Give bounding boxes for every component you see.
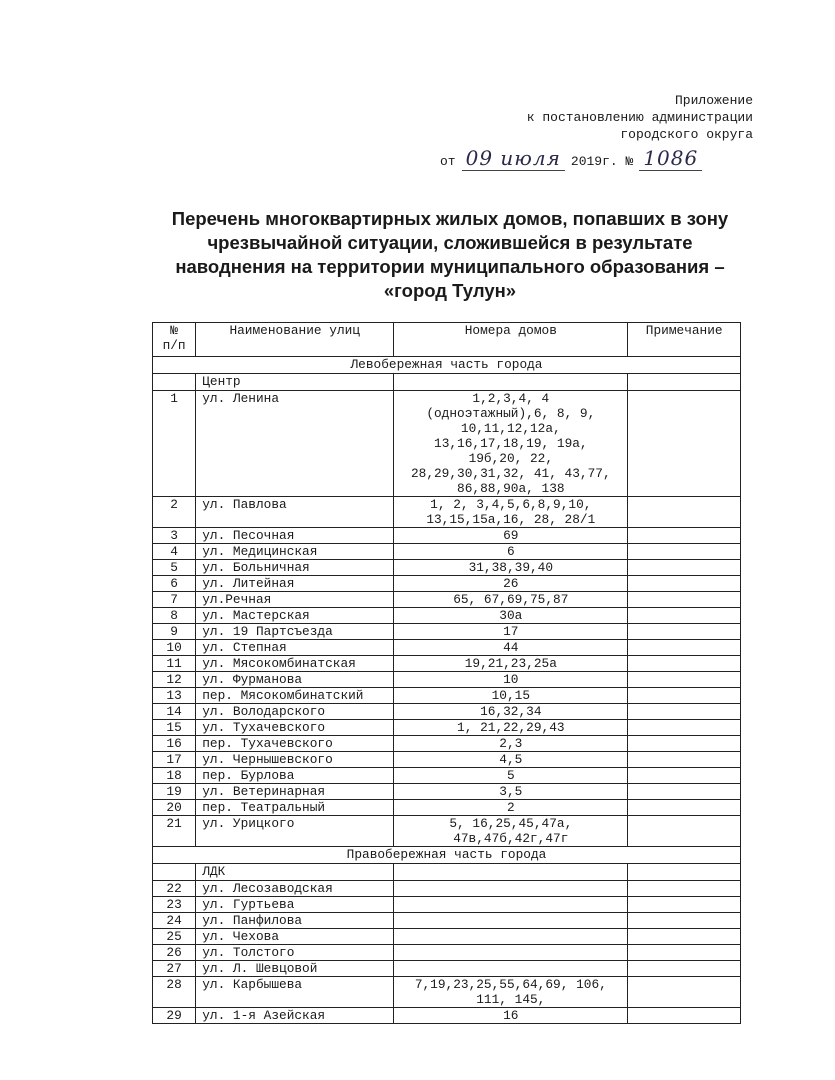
row-houses bbox=[394, 544, 628, 560]
district-num-cell bbox=[153, 864, 196, 881]
district-note-cell bbox=[628, 864, 741, 881]
table-row bbox=[153, 768, 741, 784]
row-number: 26 bbox=[153, 945, 196, 961]
table-row bbox=[153, 704, 741, 720]
row-houses-line: 111, 145, bbox=[476, 992, 546, 1007]
row-houses bbox=[394, 800, 628, 816]
row-houses-line: 16,32,34 bbox=[480, 704, 542, 719]
header-num bbox=[153, 323, 196, 357]
header-houses: Номера домов bbox=[394, 323, 628, 357]
row-houses bbox=[394, 881, 628, 897]
table-row bbox=[153, 784, 741, 800]
row-houses bbox=[394, 592, 628, 608]
district-ldk-row bbox=[153, 864, 741, 881]
row-note bbox=[628, 961, 741, 977]
table-row bbox=[153, 816, 741, 847]
row-houses-line: 19,21,23,25а bbox=[464, 656, 557, 671]
row-houses bbox=[394, 977, 628, 1008]
appendix-title: Приложение bbox=[674, 93, 753, 108]
row-street: ул. Толстого bbox=[196, 945, 394, 961]
row-number: 18 bbox=[153, 768, 196, 784]
row-number: 20 bbox=[153, 800, 196, 816]
row-street: пер. Театральный bbox=[196, 800, 394, 816]
order-date-handwritten: 09 июля bbox=[462, 146, 565, 171]
row-street: ул. Степная bbox=[196, 640, 394, 656]
row-houses-line: 16 bbox=[503, 1008, 519, 1023]
row-street: ул. Больничная bbox=[196, 560, 394, 576]
section-right-bank bbox=[153, 847, 741, 864]
table-row bbox=[153, 560, 741, 576]
row-number: 19 bbox=[153, 784, 196, 800]
row-note bbox=[628, 497, 741, 528]
row-note bbox=[628, 768, 741, 784]
table-row bbox=[153, 391, 741, 497]
row-houses-line: (одноэтажный),6, 8, 9, bbox=[426, 406, 596, 421]
row-note bbox=[628, 576, 741, 592]
row-houses bbox=[394, 720, 628, 736]
row-number: 23 bbox=[153, 897, 196, 913]
district-houses-cell bbox=[394, 374, 628, 391]
row-street: ул. Мастерская bbox=[196, 608, 394, 624]
row-houses-line: 10,15 bbox=[491, 688, 531, 703]
table-row bbox=[153, 528, 741, 544]
title-line-1: Перечень многоквартирных жилых домов, попавших в зону bbox=[171, 208, 729, 229]
row-houses-line: 30а bbox=[499, 608, 523, 623]
row-houses bbox=[394, 391, 628, 497]
row-note bbox=[628, 929, 741, 945]
row-houses-line: 2,3 bbox=[499, 736, 523, 751]
table-row bbox=[153, 544, 741, 560]
order-number-handwritten: 1086 bbox=[639, 146, 702, 171]
table-row bbox=[153, 945, 741, 961]
table-row bbox=[153, 736, 741, 752]
district-name-cell: Центр bbox=[196, 374, 394, 391]
row-note bbox=[628, 608, 741, 624]
district-num-cell bbox=[153, 374, 196, 391]
row-number: 5 bbox=[153, 560, 196, 576]
row-houses bbox=[394, 497, 628, 528]
row-houses bbox=[394, 768, 628, 784]
row-number: 16 bbox=[153, 736, 196, 752]
section-left-bank bbox=[153, 357, 741, 374]
table-row bbox=[153, 881, 741, 897]
table-row bbox=[153, 592, 741, 608]
row-number: 13 bbox=[153, 688, 196, 704]
row-street: ул. Гуртьева bbox=[196, 897, 394, 913]
row-street: ул. Панфилова bbox=[196, 913, 394, 929]
row-number: 8 bbox=[153, 608, 196, 624]
row-houses bbox=[394, 897, 628, 913]
row-note bbox=[628, 560, 741, 576]
row-note bbox=[628, 592, 741, 608]
row-houses bbox=[394, 945, 628, 961]
row-note bbox=[628, 736, 741, 752]
row-number: 27 bbox=[153, 961, 196, 977]
header-num-bottom: п/п bbox=[162, 338, 186, 353]
row-number: 22 bbox=[153, 881, 196, 897]
appendix-ref: к постановлению администрации bbox=[526, 110, 753, 125]
row-houses bbox=[394, 929, 628, 945]
row-houses bbox=[394, 608, 628, 624]
table-row bbox=[153, 1008, 741, 1024]
row-note bbox=[628, 913, 741, 929]
row-street: ул. Ветеринарная bbox=[196, 784, 394, 800]
table-row bbox=[153, 608, 741, 624]
row-houses-line: 19б,20, 22, bbox=[468, 451, 554, 466]
row-houses bbox=[394, 656, 628, 672]
table-row bbox=[153, 672, 741, 688]
row-houses-line: 1,2,3,4, 4 bbox=[472, 391, 550, 406]
row-street: ул. Мясокомбинатская bbox=[196, 656, 394, 672]
title-line-2: чрезвычайной ситуации, сложившейся в результате bbox=[207, 232, 693, 253]
row-houses-line: 13,15,15а,16, 28, 28/1 bbox=[426, 512, 596, 527]
row-street: ул. Карбышева bbox=[196, 977, 394, 1008]
row-number: 6 bbox=[153, 576, 196, 592]
row-houses-line: 17 bbox=[503, 624, 519, 639]
table-row bbox=[153, 656, 741, 672]
row-number: 1 bbox=[153, 391, 196, 497]
table-row bbox=[153, 688, 741, 704]
row-houses-line: 31,38,39,40 bbox=[468, 560, 554, 575]
row-number: 9 bbox=[153, 624, 196, 640]
row-number: 7 bbox=[153, 592, 196, 608]
appendix-authority: городского округа bbox=[620, 127, 753, 142]
row-houses-line: 69 bbox=[503, 528, 519, 543]
table-row bbox=[153, 624, 741, 640]
row-number: 24 bbox=[153, 913, 196, 929]
appendix-header bbox=[527, 92, 753, 143]
section-right-bank-cell: Правобережная часть города bbox=[153, 847, 741, 864]
row-number: 21 bbox=[153, 816, 196, 847]
district-name-cell: ЛДК bbox=[196, 864, 394, 881]
row-note bbox=[628, 544, 741, 560]
row-street: пер. Мясокомбинатский bbox=[196, 688, 394, 704]
row-houses bbox=[394, 816, 628, 847]
row-street: пер. Бурлова bbox=[196, 768, 394, 784]
row-houses-line: 1, 2, 3,4,5,6,8,9,10, bbox=[430, 497, 592, 512]
row-number: 14 bbox=[153, 704, 196, 720]
row-note bbox=[628, 672, 741, 688]
document-title bbox=[150, 207, 750, 303]
row-houses bbox=[394, 1008, 628, 1024]
table-header-row bbox=[153, 323, 741, 357]
row-houses-line: 26 bbox=[503, 576, 519, 591]
row-houses bbox=[394, 736, 628, 752]
row-houses bbox=[394, 560, 628, 576]
row-houses bbox=[394, 961, 628, 977]
header-note: Примечание bbox=[628, 323, 741, 357]
row-houses-line: 10,11,12,12а, bbox=[460, 421, 561, 436]
row-street: ул. Володарского bbox=[196, 704, 394, 720]
table-row bbox=[153, 497, 741, 528]
row-houses-line: 13,16,17,18,19, 19а, bbox=[434, 436, 588, 451]
row-houses-line: 44 bbox=[503, 640, 519, 655]
row-number: 25 bbox=[153, 929, 196, 945]
header-street: Наименование улиц bbox=[196, 323, 394, 357]
table-row bbox=[153, 897, 741, 913]
row-note bbox=[628, 977, 741, 1008]
row-note bbox=[628, 528, 741, 544]
table-row bbox=[153, 961, 741, 977]
header-num-top: № bbox=[170, 323, 178, 338]
row-houses-line: 1, 21,22,29,43 bbox=[457, 720, 565, 735]
title-line-3: наводнения на территории муниципального образования – bbox=[175, 256, 725, 277]
row-street: ул. Песочная bbox=[196, 528, 394, 544]
row-houses-line: 5 bbox=[506, 768, 515, 783]
row-street: ул. Медицинская bbox=[196, 544, 394, 560]
section-left-bank-cell: Левобережная часть города bbox=[153, 357, 741, 374]
row-houses bbox=[394, 913, 628, 929]
order-reference bbox=[440, 146, 702, 171]
table-row bbox=[153, 977, 741, 1008]
district-houses-cell bbox=[394, 864, 628, 881]
table-row bbox=[153, 929, 741, 945]
row-number: 3 bbox=[153, 528, 196, 544]
row-street: ул. Лесозаводская bbox=[196, 881, 394, 897]
row-houses-line: 7,19,23,25,55,64,69, 106, bbox=[414, 977, 607, 992]
row-number: 29 bbox=[153, 1008, 196, 1024]
row-note bbox=[628, 1008, 741, 1024]
row-houses-line: 6 bbox=[506, 544, 515, 559]
houses-table bbox=[152, 322, 741, 1024]
district-note-cell bbox=[628, 374, 741, 391]
row-houses-line: 65, 67,69,75,87 bbox=[453, 592, 569, 607]
table-row bbox=[153, 752, 741, 768]
row-houses bbox=[394, 624, 628, 640]
row-number: 28 bbox=[153, 977, 196, 1008]
table-row bbox=[153, 800, 741, 816]
order-year: 2019г. № bbox=[570, 154, 634, 169]
row-street: ул. Чернышевского bbox=[196, 752, 394, 768]
row-street: пер. Тухачевского bbox=[196, 736, 394, 752]
row-street: ул. Павлова bbox=[196, 497, 394, 528]
row-note bbox=[628, 704, 741, 720]
table-row bbox=[153, 576, 741, 592]
row-houses-line: 86,88,90а, 138 bbox=[457, 481, 565, 496]
row-number: 15 bbox=[153, 720, 196, 736]
table-row bbox=[153, 720, 741, 736]
row-street: ул. 1-я Азейская bbox=[196, 1008, 394, 1024]
row-note bbox=[628, 656, 741, 672]
row-houses bbox=[394, 688, 628, 704]
row-street: ул. 19 Партсъезда bbox=[196, 624, 394, 640]
order-prefix: от bbox=[440, 154, 456, 169]
row-houses-line: 5, 16,25,45,47а, bbox=[449, 816, 573, 831]
row-houses bbox=[394, 672, 628, 688]
table-row bbox=[153, 913, 741, 929]
row-street: ул. Ленина bbox=[196, 391, 394, 497]
row-houses-line: 2 bbox=[506, 800, 515, 815]
row-note bbox=[628, 945, 741, 961]
row-note bbox=[628, 752, 741, 768]
row-number: 17 bbox=[153, 752, 196, 768]
row-number: 11 bbox=[153, 656, 196, 672]
row-number: 4 bbox=[153, 544, 196, 560]
row-houses-line: 10 bbox=[503, 672, 519, 687]
row-street: ул. Тухачевского bbox=[196, 720, 394, 736]
row-note bbox=[628, 784, 741, 800]
row-note bbox=[628, 688, 741, 704]
row-houses bbox=[394, 576, 628, 592]
row-number: 2 bbox=[153, 497, 196, 528]
row-note bbox=[628, 800, 741, 816]
row-houses-line: 47в,47б,42г,47г bbox=[453, 831, 569, 846]
row-note bbox=[628, 391, 741, 497]
row-note bbox=[628, 624, 741, 640]
row-street: ул. Литейная bbox=[196, 576, 394, 592]
row-street: ул. Л. Шевцовой bbox=[196, 961, 394, 977]
row-houses bbox=[394, 640, 628, 656]
row-street: ул. Урицкого bbox=[196, 816, 394, 847]
row-note bbox=[628, 897, 741, 913]
row-note bbox=[628, 720, 741, 736]
district-center-row bbox=[153, 374, 741, 391]
row-note bbox=[628, 881, 741, 897]
row-note bbox=[628, 640, 741, 656]
row-houses-line: 28,29,30,31,32, 41, 43,77, bbox=[410, 466, 611, 481]
row-street: ул.Речная bbox=[196, 592, 394, 608]
row-houses bbox=[394, 752, 628, 768]
row-houses bbox=[394, 704, 628, 720]
row-note bbox=[628, 816, 741, 847]
table-row bbox=[153, 640, 741, 656]
row-houses-line: 4,5 bbox=[499, 752, 523, 767]
title-line-4: «город Тулун» bbox=[383, 280, 517, 301]
row-street: ул. Фурманова bbox=[196, 672, 394, 688]
row-houses-line: 3,5 bbox=[499, 784, 523, 799]
row-street: ул. Чехова bbox=[196, 929, 394, 945]
table-body bbox=[153, 357, 741, 1024]
row-number: 10 bbox=[153, 640, 196, 656]
row-houses bbox=[394, 528, 628, 544]
row-number: 12 bbox=[153, 672, 196, 688]
row-houses bbox=[394, 784, 628, 800]
